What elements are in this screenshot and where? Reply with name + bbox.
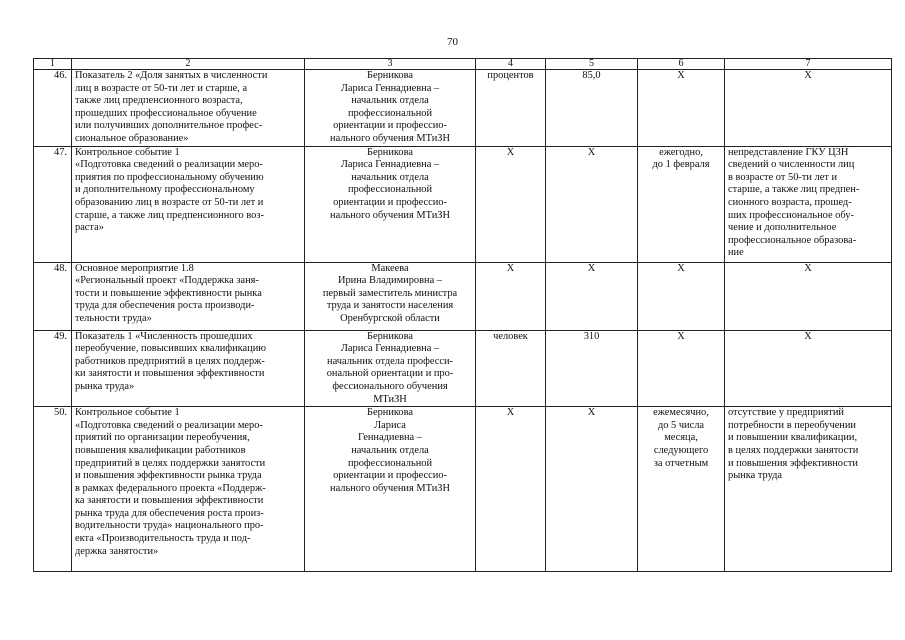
responsible-line: ориентации и профессио-	[333, 196, 447, 208]
responsible-line: ориентации и профессио-	[333, 120, 447, 132]
event-name-line: работников предприятий в целях поддерж-	[75, 355, 265, 367]
deadline-cell	[638, 146, 725, 262]
event-name-line: Контрольное событие 1	[75, 407, 180, 419]
event-name-line: также лиц предпенсионного возраста,	[75, 95, 243, 107]
header-cell: 6	[638, 59, 725, 70]
responsible-line: профессиональной	[347, 184, 433, 196]
event-name-line: раста»	[75, 222, 104, 234]
responsible-line: Оренбургской области	[340, 312, 440, 324]
responsible-cell	[305, 70, 476, 147]
table-row	[34, 330, 892, 407]
responsible-line: Лариса Геннадиевна –	[340, 159, 440, 171]
responsible-line: Макеева	[371, 262, 409, 274]
row-number: 47.	[34, 146, 72, 262]
page-number: 70	[447, 36, 458, 48]
event-name-line: приятия по профессиональному обучению	[75, 171, 264, 183]
responsible-line: профессиональной	[347, 107, 433, 119]
unit-cell: X	[476, 407, 546, 572]
responsible-line: Лариса Геннадиевна –	[340, 82, 440, 94]
responsible-line: Берникова	[367, 330, 413, 342]
result-line: профессиональное образова-	[728, 234, 857, 246]
event-name-line: Контрольное событие 1	[75, 146, 180, 158]
responsible-line: начальник отдела	[351, 95, 429, 107]
result-cell	[725, 330, 892, 407]
header-cell: 2	[72, 59, 305, 70]
header-cell: 3	[305, 59, 476, 70]
result-cell	[725, 70, 892, 147]
result-line: потребности в переобучении	[728, 419, 856, 431]
responsible-line: начальник отдела	[351, 171, 429, 183]
deadline-line: X	[677, 70, 685, 81]
event-name-line: держка занятости»	[75, 545, 159, 557]
row-number: 48.	[34, 262, 72, 330]
event-name-line: «Региональный проект «Поддержка заня-	[75, 275, 259, 287]
event-name-line: рынка труда»	[75, 380, 135, 392]
responsible-line: профессиональной	[347, 457, 433, 469]
responsible-line: нального обучения МТиЗН	[330, 209, 450, 221]
deadline-line: за отчетным	[653, 457, 709, 469]
responsible-cell	[305, 330, 476, 407]
unit-cell: X	[476, 146, 546, 262]
value-cell: 85,0	[546, 70, 638, 147]
header-cell: 5	[546, 59, 638, 70]
unit-cell: человек	[476, 330, 546, 407]
responsible-line: фессионального обучения	[332, 380, 448, 392]
result-cell	[725, 407, 892, 572]
event-name-line: образованию лиц в возрасте от 50-ти лет и	[75, 196, 264, 208]
header-cell: 7	[725, 59, 892, 70]
event-name-cell	[72, 146, 305, 262]
table-row	[34, 70, 892, 147]
responsible-line: Берникова	[367, 146, 413, 158]
responsible-line: ориентации и профессио-	[333, 470, 447, 482]
unit-cell: процентов	[476, 70, 546, 147]
event-name-line: Показатель 2 «Доля занятых в численности	[75, 70, 268, 81]
event-name-line: ка занятости и повышения эффективности	[75, 495, 264, 507]
event-name-line: Показатель 1 «Численность прошедших	[75, 330, 253, 342]
event-name-line: «Подготовка сведений о реализации меро-	[75, 159, 263, 171]
deadline-cell	[638, 330, 725, 407]
deadline-line: X	[677, 330, 685, 342]
result-line: ших профессиональное обу-	[728, 209, 854, 221]
responsible-line: МТиЗН	[373, 393, 407, 405]
event-name-line: переобучение, повысивших квалификацию	[75, 343, 267, 355]
result-line: X	[804, 330, 812, 342]
event-name-line: и дополнительному профессиональному	[75, 184, 255, 196]
result-line: в целях поддержки занятости	[728, 444, 859, 456]
responsible-cell	[305, 146, 476, 262]
event-name-line: лиц в возрасте от 50-ти лет и старше, а	[75, 82, 248, 94]
result-line: сведений о численности лиц	[728, 159, 855, 171]
event-name-line: или получивших дополнительное профес-	[75, 120, 263, 132]
result-cell	[725, 262, 892, 330]
responsible-line: начальник отдела	[351, 444, 429, 456]
responsible-line: начальник отдела професси-	[327, 355, 453, 367]
deadline-line: ежегодно,	[659, 146, 703, 158]
deadline-line: до 5 числа	[657, 419, 705, 431]
responsible-line: Лариса Геннадиевна –	[340, 343, 440, 355]
deadline-cell	[638, 70, 725, 147]
event-name-line: старше, а также лиц предпенсионного воз-	[75, 209, 264, 221]
event-name-line: прошедших профессиональное обучение	[75, 107, 257, 119]
event-name-line: Основное мероприятие 1.8	[75, 262, 194, 274]
event-name-line: водительности труда» национального про-	[75, 520, 264, 532]
unit-cell: X	[476, 262, 546, 330]
value-cell: X	[546, 407, 638, 572]
event-name-line: предприятий в целях поддержки занятости	[75, 457, 266, 469]
deadline-line: до 1 февраля	[652, 159, 710, 171]
result-line: ние	[728, 247, 744, 259]
deadline-line: ежемесячно,	[653, 407, 709, 419]
event-name-line: рынка труда для обеспечения роста произ-	[75, 507, 264, 519]
table-row	[34, 407, 892, 572]
responsible-line: нального обучения МТиЗН	[330, 132, 450, 144]
result-line: рынка труда	[728, 470, 783, 482]
event-name-cell	[72, 407, 305, 572]
deadline-cell	[638, 262, 725, 330]
responsible-line: Берникова	[367, 407, 413, 419]
event-name-cell	[72, 70, 305, 147]
result-line: отсутствие у предприятий	[728, 407, 844, 419]
result-line: сионного возраста, прошед-	[728, 196, 852, 208]
event-name-line: тельности труда»	[75, 312, 152, 324]
value-cell: X	[546, 146, 638, 262]
result-line: и повышения эффективности	[728, 457, 858, 469]
table-row	[34, 146, 892, 262]
event-name-line: тости и повышение эффективности рынка	[75, 287, 262, 299]
result-line: чение и дополнительное	[728, 222, 837, 234]
responsible-line: первый заместитель министра	[322, 287, 458, 299]
event-name-cell	[72, 262, 305, 330]
value-cell: X	[546, 262, 638, 330]
responsible-line: Берникова	[367, 70, 413, 81]
responsible-line: труда и занятости населения	[326, 300, 454, 312]
deadline-line: следующего	[653, 444, 709, 456]
event-name-line: повышения квалификации работников	[75, 444, 246, 456]
row-number: 49.	[34, 330, 72, 407]
deadline-line: X	[677, 262, 685, 274]
table-row	[34, 262, 892, 330]
header-cell: 4	[476, 59, 546, 70]
event-name-line: екта «Производительность труда и под-	[75, 533, 251, 545]
result-line: X	[804, 262, 812, 274]
value-cell: 310	[546, 330, 638, 407]
responsible-cell	[305, 262, 476, 330]
responsible-line: Ирина Владимировна –	[337, 275, 442, 287]
result-line: в возрасте от 50-ти лет и	[728, 171, 838, 183]
event-name-line: ки занятости и повышения эффективности	[75, 368, 265, 380]
result-line: старше, а также лиц предпен-	[728, 184, 860, 196]
deadline-line: месяца,	[664, 432, 698, 444]
responsible-line: Лариса	[374, 419, 406, 431]
result-line: и повышении квалификации,	[728, 432, 858, 444]
event-name-line: труда для обеспечения роста производи-	[75, 300, 255, 312]
responsible-line: Геннадиевна –	[358, 432, 422, 444]
event-name-line: в рамках федерального проекта «Поддерж-	[75, 482, 266, 494]
row-number: 46.	[34, 70, 72, 147]
result-cell	[725, 146, 892, 262]
responsible-cell	[305, 407, 476, 572]
result-line: X	[804, 70, 812, 81]
report-table	[33, 58, 892, 572]
event-name-line: сиональное образование»	[75, 132, 189, 144]
event-name-line: и повышения эффективности рынка труда	[75, 470, 262, 482]
header-cell: 1	[34, 59, 72, 70]
event-name-line: «Подготовка сведений о реализации меро-	[75, 419, 263, 431]
responsible-line: нального обучения МТиЗН	[330, 482, 450, 494]
responsible-line: ональной ориентации и про-	[326, 368, 454, 380]
event-name-line: приятий по организации переобучения,	[75, 432, 250, 444]
deadline-cell	[638, 407, 725, 572]
table-header-row	[34, 59, 892, 70]
row-number: 50.	[34, 407, 72, 572]
result-line: непредставление ГКУ ЦЗН	[728, 146, 849, 158]
event-name-cell	[72, 330, 305, 407]
